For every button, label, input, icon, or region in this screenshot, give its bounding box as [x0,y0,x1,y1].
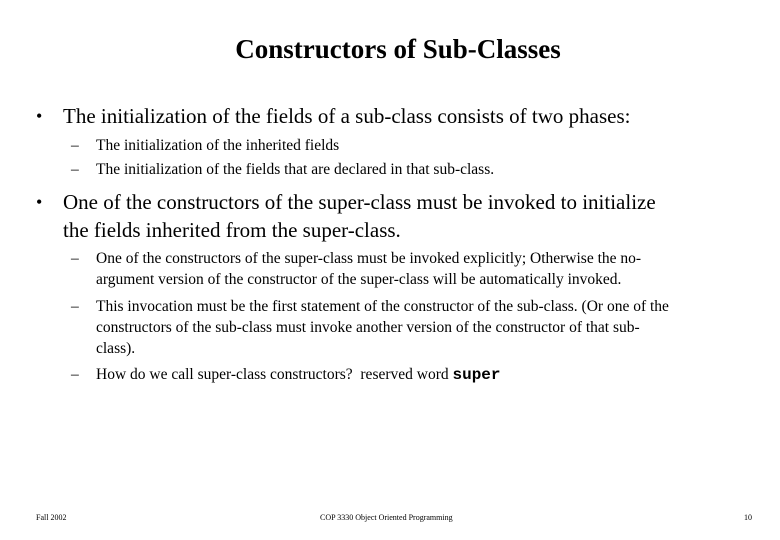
bullet-2-text [63,188,656,244]
footer-course: COP 3330 Object Oriented Programming [320,513,453,522]
bullet-2-sub-2-line-2: constructors of the sub-class must invoke another version of the constructor of that sub- [96,319,640,336]
sub-dash: – [71,137,79,154]
bullet-1-sub-1-line-1: The initialization of the inherited fields [96,137,340,154]
slide-title: Constructors of Sub-Classes [235,34,561,64]
sub-dash: – [71,161,79,178]
bullet-1-line-1: The initialization of the fields of a sub-class consists of two phases: [63,104,631,128]
sub-dash: – [71,366,79,383]
bullet-2-line-2: the fields inherited from the super-class. [63,218,401,242]
bullet-1-sub-2-line-1: The initialization of the fields that are declared in that sub-class. [96,161,495,178]
bullet-2-sub-1-line-2: argument version of the constructor of the super-class will be automatically invoked. [96,271,622,288]
footer-date: Fall 2002 [36,513,67,522]
bullet-2-sub-2-line-3: class). [96,340,136,357]
bullet-2-sub-3-line-1 [96,364,501,386]
sub-dash: – [71,250,79,267]
bullet-2-line-1: One of the constructors of the super-class must be invoked to initialize [63,190,656,214]
bullet-2-symbol: • [36,192,43,212]
code-keyword-super: super [452,366,501,384]
bullet-2-sub-1-line-1: One of the constructors of the super-class must be invoked explicitly; Otherwise the no- [96,250,642,267]
bullet-2-sub-2-line-1: This invocation must be the first statement of the constructor of the sub-class. (Or one of the [96,298,669,315]
footer-page-number: 10 [744,513,752,522]
bullet-1-text [63,102,630,130]
bullet-2-sub-3-text: How do we call super-class constructors? reserved word [96,366,453,383]
sub-dash: – [71,298,79,315]
bullet-1-symbol: • [36,106,43,126]
